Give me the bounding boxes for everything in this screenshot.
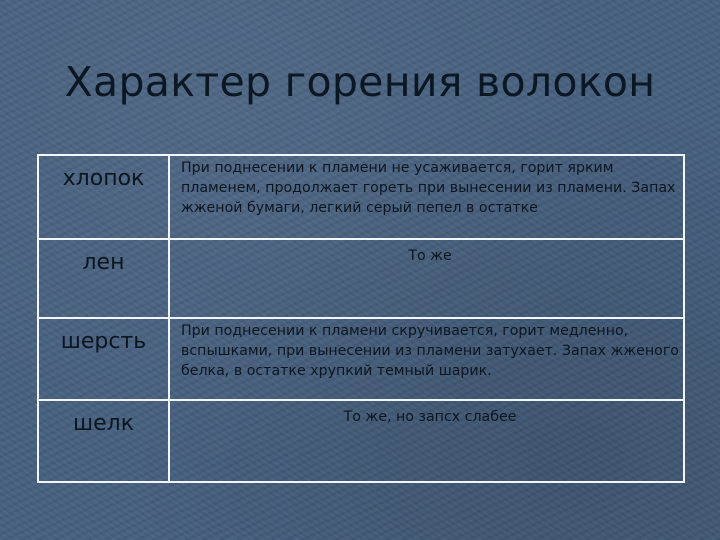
- table-row-silk: [38, 400, 684, 482]
- fiber-name-cell: шелк: [38, 400, 169, 482]
- table-row-linen: [38, 239, 684, 318]
- slide-title: Характер горения волокон: [64, 58, 656, 106]
- fiber-burning-table: [37, 154, 685, 483]
- fiber-name-cell: шерсть: [38, 318, 169, 400]
- fiber-description-cell: То же, но запсх слабее: [169, 400, 684, 482]
- fiber-description-cell: При поднесении к пламени скручивается, горит медленно, вспышками, при вынесении из пламени затухает. Запах жженого белка, в остатке хрупкий темный шарик.: [169, 318, 684, 400]
- fiber-name-cell: хлопок: [38, 155, 169, 239]
- table-row-cotton: [38, 155, 684, 239]
- fiber-description-cell: То же: [169, 239, 684, 318]
- table-row-wool: [38, 318, 684, 400]
- fiber-name-cell: лен: [38, 239, 169, 318]
- fiber-description-cell: При поднесении к пламени не усаживается, горит ярким пламенем, продолжает гореть при вынесении из пламени. Запах жженой бумаги, легкий серый пепел в остатке: [169, 155, 684, 239]
